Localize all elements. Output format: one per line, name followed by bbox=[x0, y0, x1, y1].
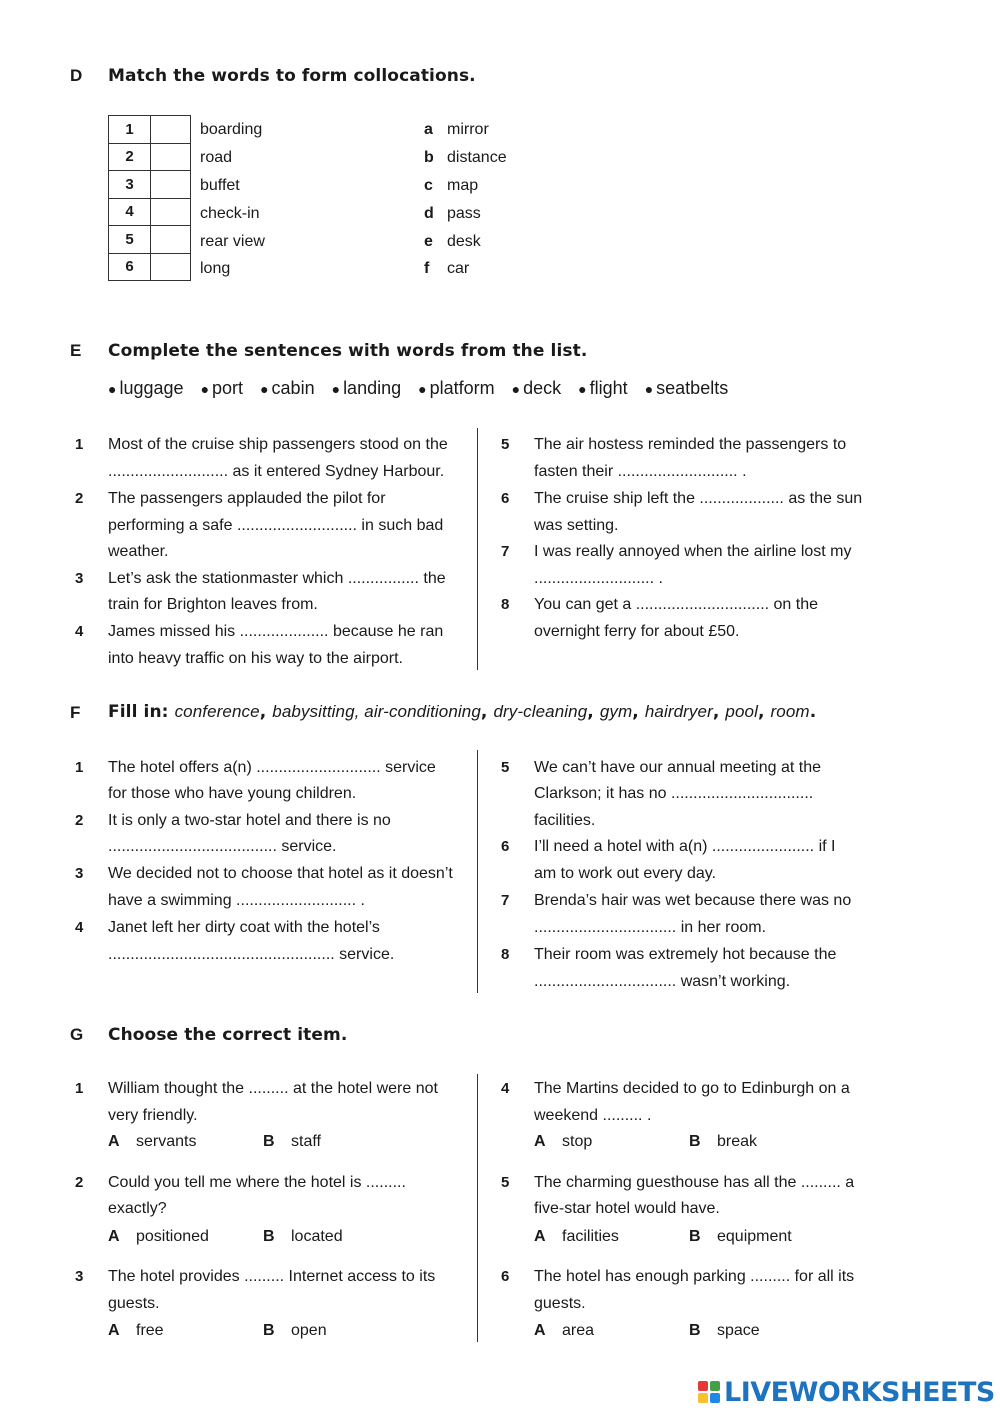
match-letter: c bbox=[424, 177, 433, 194]
fill-word: babysitting, air-conditioning bbox=[272, 702, 481, 721]
question-number: 6 bbox=[501, 838, 510, 855]
option-a-label: A bbox=[534, 1133, 546, 1150]
section-e-title: Complete the sentences with words from the list. bbox=[108, 341, 588, 361]
match-option: pass bbox=[447, 205, 481, 222]
option-b[interactable]: space bbox=[717, 1322, 760, 1339]
question-text: It is only a two-star hotel and there is no bbox=[108, 812, 391, 829]
match-number: 3 bbox=[109, 171, 151, 199]
option-b[interactable]: located bbox=[291, 1228, 343, 1245]
question-text: ................................................... service. bbox=[108, 946, 395, 963]
question-text: I was really annoyed when the airline lost my bbox=[534, 543, 852, 560]
fill-word: hairdryer bbox=[644, 702, 713, 721]
question-text: exactly? bbox=[108, 1200, 167, 1217]
question-number: 7 bbox=[501, 892, 510, 909]
liveworksheets-logo-icon bbox=[698, 1381, 720, 1403]
word-list-item: landing bbox=[343, 378, 402, 398]
question-text: weather. bbox=[108, 543, 169, 560]
match-option: distance bbox=[447, 149, 507, 166]
match-letter: d bbox=[424, 205, 434, 222]
option-a-label: A bbox=[108, 1322, 120, 1339]
question-text: William thought the ......... at the hotel were not bbox=[108, 1080, 438, 1097]
question-number: 5 bbox=[501, 759, 510, 776]
question-number: 4 bbox=[75, 623, 84, 640]
match-letter: a bbox=[424, 121, 433, 138]
answer-box[interactable] bbox=[151, 253, 191, 281]
match-number: 1 bbox=[109, 116, 151, 144]
section-e-letter: E bbox=[70, 341, 82, 360]
question-text: The hotel has enough parking ......... for all its bbox=[534, 1268, 855, 1285]
section-g-letter: G bbox=[70, 1025, 84, 1044]
fill-word: pool bbox=[725, 702, 758, 721]
word-list-item: deck bbox=[523, 378, 562, 398]
option-b-label: B bbox=[689, 1322, 701, 1339]
question-number: 5 bbox=[501, 1174, 510, 1191]
question-text: am to work out every day. bbox=[534, 865, 716, 882]
fill-word: dry-cleaning bbox=[493, 702, 588, 721]
question-text: Brenda’s hair was wet because there was no bbox=[534, 892, 852, 909]
word-list-item: cabin bbox=[271, 378, 315, 398]
match-option: map bbox=[447, 177, 479, 194]
match-letter: f bbox=[424, 260, 430, 277]
question-number: 2 bbox=[75, 1174, 84, 1191]
option-b[interactable]: break bbox=[717, 1133, 758, 1150]
question-text: Let’s ask the stationmaster which ................ the bbox=[108, 570, 446, 587]
option-a-label: A bbox=[534, 1228, 546, 1245]
section-d-letter: D bbox=[70, 66, 83, 85]
question-text: was setting. bbox=[534, 517, 619, 534]
match-number: 4 bbox=[109, 198, 151, 226]
option-a-label: A bbox=[108, 1133, 120, 1150]
match-number: 5 bbox=[109, 226, 151, 254]
question-text: Janet left her dirty coat with the hotel’s bbox=[108, 919, 380, 936]
question-text: into heavy traffic on his way to the airport. bbox=[108, 650, 403, 667]
word-list-item: flight bbox=[589, 378, 628, 398]
word-list: ● luggage ● port ● cabin ● landing ● platform ● deck ● flight ● seatbelts bbox=[108, 378, 729, 398]
question-text: ...................................... service. bbox=[108, 838, 337, 855]
question-text: for those who have young children. bbox=[108, 785, 357, 802]
question-number: 3 bbox=[75, 865, 84, 882]
match-word: buffet bbox=[200, 177, 240, 194]
question-number: 2 bbox=[75, 812, 84, 829]
match-word: road bbox=[200, 149, 233, 166]
question-number: 1 bbox=[75, 759, 84, 776]
answer-box[interactable] bbox=[151, 143, 191, 171]
question-text: James missed his .................... because he ran bbox=[108, 623, 444, 640]
question-text: Clarkson; it has no ................................ bbox=[534, 785, 814, 802]
question-number: 1 bbox=[75, 436, 84, 453]
liveworksheets-logo[interactable] bbox=[698, 1376, 995, 1408]
question-number: 5 bbox=[501, 436, 510, 453]
question-text: very friendly. bbox=[108, 1107, 198, 1124]
question-number: 8 bbox=[501, 596, 510, 613]
option-a-label: A bbox=[108, 1228, 120, 1245]
question-text: facilities. bbox=[534, 812, 596, 829]
match-option: desk bbox=[447, 233, 481, 250]
option-a[interactable]: area bbox=[562, 1322, 595, 1339]
option-b[interactable]: equipment bbox=[717, 1228, 792, 1245]
option-b-label: B bbox=[263, 1322, 275, 1339]
option-a[interactable]: servants bbox=[136, 1133, 197, 1150]
question-text: guests. bbox=[108, 1295, 160, 1312]
match-word: long bbox=[200, 260, 231, 277]
answer-box[interactable] bbox=[151, 198, 191, 226]
question-text: Most of the cruise ship passengers stood on the bbox=[108, 436, 448, 453]
match-table bbox=[108, 115, 191, 281]
question-number: 2 bbox=[75, 490, 84, 507]
column-divider bbox=[477, 750, 478, 993]
question-text: ................................ wasn’t working. bbox=[534, 973, 791, 990]
match-word: rear view bbox=[200, 233, 265, 250]
question-text: overnight ferry for about £50. bbox=[534, 623, 740, 640]
fill-word: room bbox=[770, 702, 810, 721]
question-text: I’ll need a hotel with a(n) ....................... if I bbox=[534, 838, 836, 855]
word-list-item: platform bbox=[429, 378, 495, 398]
question-text: Their room was extremely hot because the bbox=[534, 946, 837, 963]
section-f-title-prefix: Fill in: bbox=[108, 702, 169, 722]
question-text: You can get a .............................. on the bbox=[534, 596, 819, 613]
word-list-item: seatbelts bbox=[656, 378, 729, 398]
match-word: boarding bbox=[200, 121, 263, 138]
answer-box[interactable] bbox=[151, 171, 191, 199]
option-a-label: A bbox=[534, 1322, 546, 1339]
question-text: guests. bbox=[534, 1295, 586, 1312]
question-text: The hotel offers a(n) ............................ service bbox=[108, 759, 436, 776]
option-b-label: B bbox=[689, 1228, 701, 1245]
question-text: The charming guesthouse has all the ......... a bbox=[534, 1174, 855, 1191]
question-text: ........................... . bbox=[534, 570, 663, 587]
option-a[interactable]: positioned bbox=[136, 1228, 209, 1245]
question-text: five-star hotel would have. bbox=[534, 1200, 720, 1217]
match-number: 6 bbox=[109, 253, 151, 281]
section-f-title: Fill in: conference, babysitting, air-conditioning, dry-cleaning, gym, hairdryer, pool, room. bbox=[108, 702, 817, 722]
column-divider bbox=[477, 1074, 478, 1342]
question-text: have a swimming ........................... . bbox=[108, 892, 365, 909]
match-option: mirror bbox=[447, 121, 489, 138]
question-number: 3 bbox=[75, 570, 84, 587]
option-b[interactable]: open bbox=[291, 1322, 327, 1339]
question-text: ........................... as it entered Sydney Harbour. bbox=[108, 463, 445, 480]
match-option: car bbox=[447, 260, 470, 277]
question-text: train for Brighton leaves from. bbox=[108, 596, 318, 613]
question-text: performing a safe ........................... in such bad bbox=[108, 517, 444, 534]
fill-word: conference bbox=[174, 702, 260, 721]
question-text: We decided not to choose that hotel as it doesn’t bbox=[108, 865, 453, 882]
section-f-letter: F bbox=[70, 703, 81, 722]
question-text: We can’t have our annual meeting at the bbox=[534, 759, 821, 776]
question-text: The cruise ship left the ................... as the sun bbox=[534, 490, 863, 507]
question-number: 3 bbox=[75, 1268, 84, 1285]
section-d-title: Match the words to form collocations. bbox=[108, 66, 476, 86]
fill-word: gym bbox=[599, 702, 633, 721]
question-number: 4 bbox=[501, 1080, 510, 1097]
option-a[interactable]: free bbox=[136, 1322, 164, 1339]
option-a[interactable]: stop bbox=[562, 1133, 593, 1150]
option-b-label: B bbox=[689, 1133, 701, 1150]
question-text: Could you tell me where the hotel is ......... bbox=[108, 1174, 406, 1191]
question-text: The air hostess reminded the passengers to bbox=[534, 436, 847, 453]
option-a[interactable]: facilities bbox=[562, 1228, 619, 1245]
option-b[interactable]: staff bbox=[291, 1133, 321, 1150]
question-number: 7 bbox=[501, 543, 510, 560]
match-number: 2 bbox=[109, 143, 151, 171]
question-text: The passengers applauded the pilot for bbox=[108, 490, 386, 507]
question-number: 8 bbox=[501, 946, 510, 963]
section-g-title: Choose the correct item. bbox=[108, 1025, 348, 1045]
question-number: 6 bbox=[501, 1268, 510, 1285]
match-letter: b bbox=[424, 149, 434, 166]
question-number: 1 bbox=[75, 1080, 84, 1097]
answer-box[interactable] bbox=[151, 116, 191, 144]
word-list-item: port bbox=[212, 378, 244, 398]
column-divider bbox=[477, 428, 478, 670]
question-text: ................................ in her room. bbox=[534, 919, 767, 936]
question-text: The hotel provides ......... Internet access to its bbox=[108, 1268, 436, 1285]
question-number: 4 bbox=[75, 919, 84, 936]
question-text: The Martins decided to go to Edinburgh on a bbox=[534, 1080, 850, 1097]
option-b-label: B bbox=[263, 1133, 275, 1150]
match-letter: e bbox=[424, 233, 433, 250]
question-number: 6 bbox=[501, 490, 510, 507]
match-word: check-in bbox=[200, 205, 260, 222]
logo-text: LIVEWORKSHEETS bbox=[724, 1376, 995, 1408]
question-text: weekend ......... . bbox=[534, 1107, 652, 1124]
word-list-item: luggage bbox=[119, 378, 184, 398]
answer-box[interactable] bbox=[151, 226, 191, 254]
question-text: fasten their ........................... . bbox=[534, 463, 747, 480]
option-b-label: B bbox=[263, 1228, 275, 1245]
